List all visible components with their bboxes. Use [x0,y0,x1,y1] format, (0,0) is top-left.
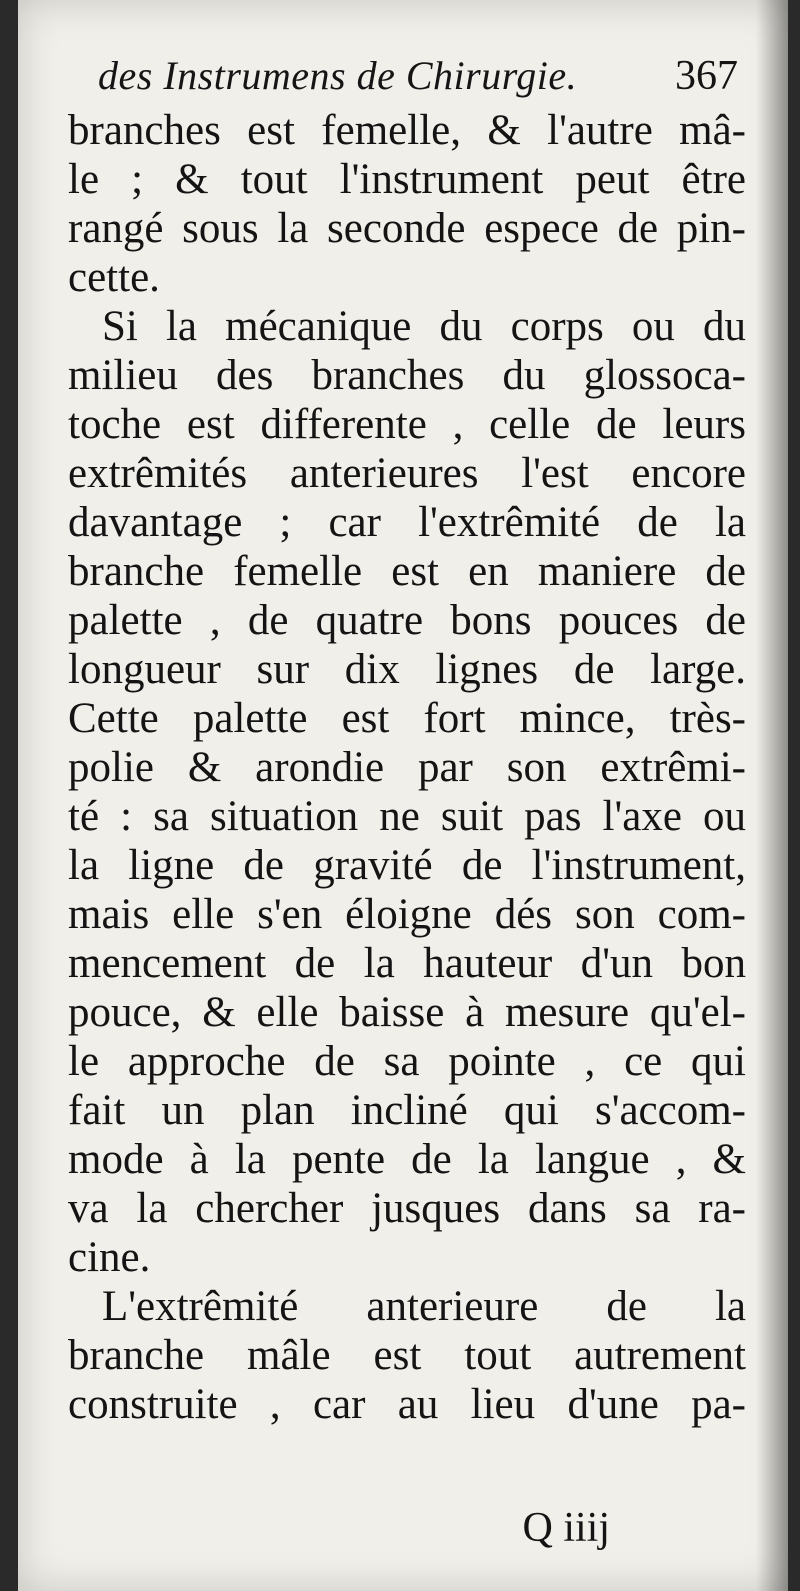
text-line: construite , car au lieu d'une pa- [68,1381,746,1428]
text-line: le ; & tout l'instrument peut être [68,156,746,203]
text-line: té : sa situation ne suit pas l'axe ou [68,793,746,840]
text-line: cette. [68,254,160,301]
running-title: des Instrumens de Chirurgie. [98,53,578,98]
text-line: Si la mécanique du corps ou du [102,303,746,350]
text-line: davantage ; car l'extrêmité de la [68,499,746,546]
text-line: palette , de quatre bons pouces de [68,597,746,644]
book-page [18,0,788,1591]
text-line: mais elle s'en éloigne dés son com- [68,891,746,938]
text-line: la ligne de gravité de l'instrument, [68,842,746,889]
text-line: L'extrêmité anterieure de la [102,1283,746,1330]
text-line: polie & arondie par son extrêmi- [68,744,746,791]
text-line: longueur sur dix lignes de large. [68,646,746,693]
text-line: extrêmités anterieures l'est encore [68,450,746,497]
text-line: pouce, & elle baisse à mesure qu'el- [68,989,746,1036]
text-line: toche est differente , celle de leurs [68,401,746,448]
text-line: milieu des branches du glossoca- [68,352,746,399]
text-line: branche mâle est tout autrement [68,1332,746,1379]
text-line: va la chercher jusques dans sa ra- [68,1185,746,1232]
text-line: mencement de la hauteur d'un bon [68,940,746,987]
body-text [68,106,746,1429]
text-line: mode à la pente de la langue , & [68,1136,746,1183]
page-number: 367 [675,53,738,99]
text-line: branche femelle est en maniere de [68,548,746,595]
page-header [98,52,738,108]
text-line: Cette palette est fort mince, très- [68,695,746,742]
text-line: rangé sous la seconde espece de pin- [68,205,746,252]
signature-mark: Q iiij [522,1505,610,1551]
text-line: fait un plan incliné qui s'accom- [68,1087,746,1134]
text-line: cine. [68,1234,151,1281]
text-line: branches est femelle, & l'autre mâ- [68,107,746,154]
text-line: le approche de sa pointe , ce qui [68,1038,746,1085]
